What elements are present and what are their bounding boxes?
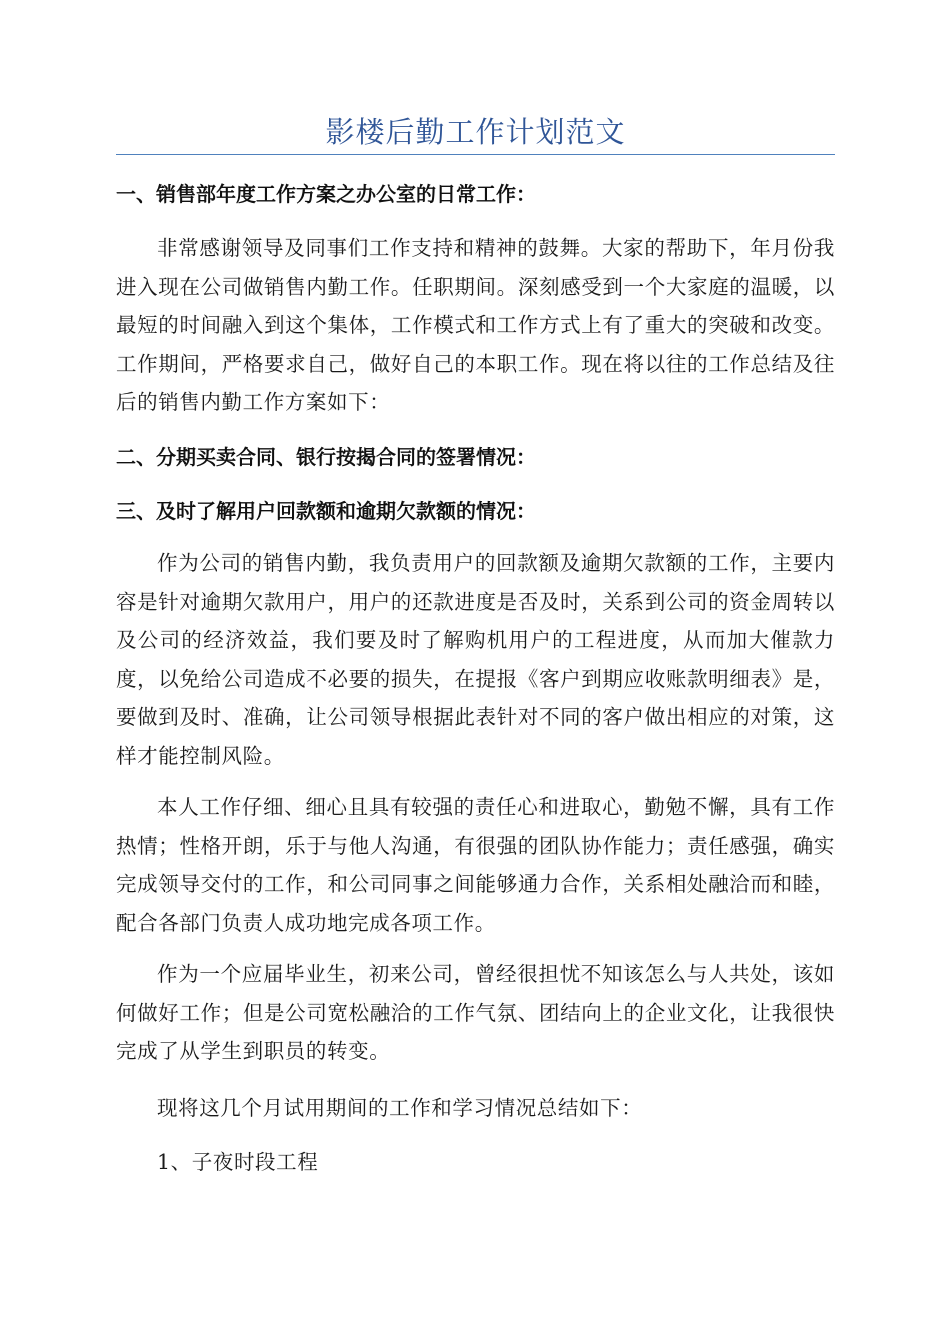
paragraph-5: 现将这几个月试用期间的工作和学习情况总结如下：: [157, 1096, 643, 1120]
title-underline: [116, 154, 835, 155]
paragraph-1: 非常感谢领导及同事们工作支持和精神的鼓舞。大家的帮助下，年月份我进入现在公司做销售内勤工作。任职期间。深刻感受到一个大家庭的温暖，以最短的时间融入到这个集体，工作模式和工作方式上有了重大的突破和改变。工作期间，严格要求自己，做好自己的本职工作。现在将以往的工作总结及往后的销售内勤工作方案如下：: [116, 236, 835, 414]
document-title: 影楼后勤工作计划范文: [325, 115, 626, 149]
section-heading-3: 三、及时了解用户回款额和逾期欠款额的情况：: [116, 499, 536, 523]
paragraph-4: 作为一个应届毕业生，初来公司，曾经很担忧不知该怎么与人共处，该如何做好工作；但是公司宽松融洽的工作气氛、团结向上的企业文化，让我很快完成了从学生到职员的转变。: [116, 962, 835, 1063]
section-heading-1: 一、销售部年度工作方案之办公室的日常工作：: [116, 182, 536, 206]
section-heading-2: 二、分期买卖合同、银行按揭合同的签署情况：: [116, 445, 536, 469]
list-item-1: 1、子夜时段工程: [157, 1150, 319, 1174]
paragraph-3: 本人工作仔细、细心且具有较强的责任心和进取心，勤勉不懈，具有工作热情；性格开朗，乐于与他人沟通，有很强的团队协作能力；责任感强，确实完成领导交付的工作，和公司同事之间能够通力合作，关系相处融洽而和睦，配合各部门负责人成功地完成各项工作。: [116, 795, 835, 935]
paragraph-2: 作为公司的销售内勤，我负责用户的回款额及逾期欠款额的工作，主要内容是针对逾期欠款用户，用户的还款进度是否及时，关系到公司的资金周转以及公司的经济效益，我们要及时了解购机用户的工程进度，从而加大催款力度，以免给公司造成不必要的损失，在提报《客户到期应收账款明细表》是，要做到及时、准确，让公司领导根据此表针对不同的客户做出相应的对策，这样才能控制风险。: [116, 551, 835, 768]
